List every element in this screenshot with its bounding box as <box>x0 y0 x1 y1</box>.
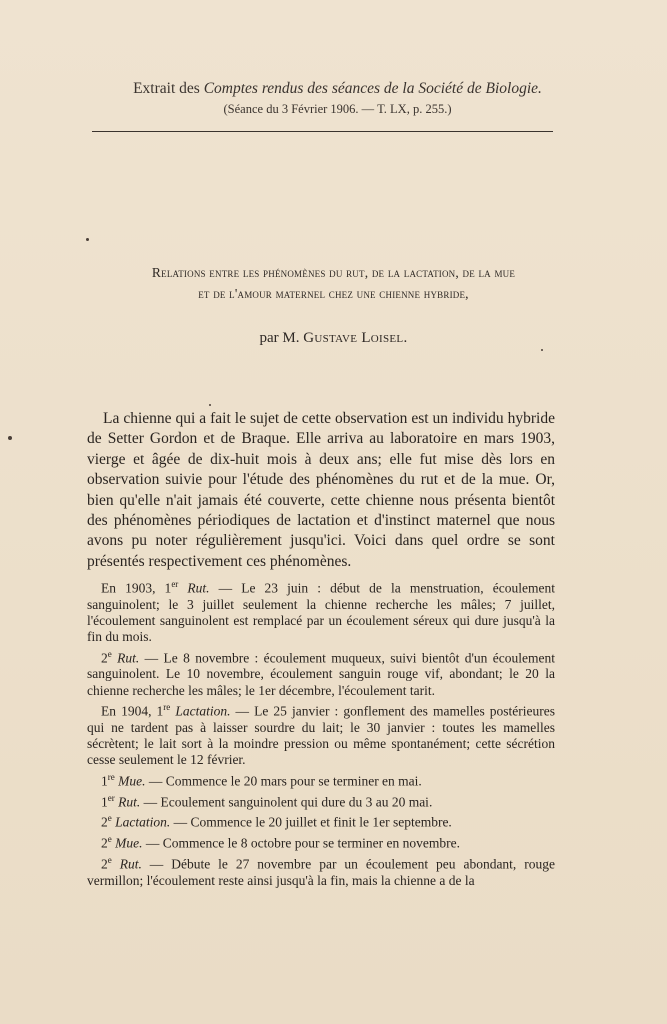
entry-text: — Commence le 8 octobre pour se terminer en novembre. <box>142 835 461 851</box>
observation-entry <box>87 646 555 699</box>
author-prefix: par M. <box>259 330 304 346</box>
title-line-2: et de l'amour maternel chez une chienne hybride, <box>198 286 469 301</box>
observation-entry <box>87 699 555 769</box>
entry-prefix: 2 <box>101 856 108 872</box>
entry-label: Mue. <box>114 773 146 789</box>
observation-entry <box>87 790 555 811</box>
entry-text: — Ecoulement sanguinolent qui dure du 3 au 20 mai. <box>140 794 433 810</box>
header-divider <box>92 131 553 132</box>
author-byline <box>0 330 667 347</box>
entry-prefix: En 1904, 1 <box>101 703 164 719</box>
entry-text: — Débute le 27 novembre par un écoulement peu abondant, rouge vermillon; l'écoulement reste ainsi jusqu'à la fin, mais la chienne a de la <box>87 856 555 888</box>
entry-ordinal-suffix: e <box>107 834 112 845</box>
entry-label: Rut. <box>114 794 141 810</box>
source-prefix: Extrait des <box>133 80 204 97</box>
entry-ordinal-suffix: e <box>107 813 112 824</box>
entry-text: — Commence le 20 mars pour se terminer en mai. <box>145 773 422 789</box>
paper-speck <box>541 349 543 351</box>
entry-ordinal-suffix: er <box>171 579 179 589</box>
entry-text: — Le 25 janvier : gonflement des mamelles postérieures qui ne tardent pas à laisser sourdre du lait; le 30 janvier : toutes les mamelles sécrètent; le lait sort à la moindre pression ou même spontanément; cette sécrétion cesse seulement le 12 février. <box>87 703 555 768</box>
entry-prefix: 2 <box>101 835 108 851</box>
title-line-1: Relations entre les phénomènes du rut, de la lactation, de la mue <box>151 265 516 280</box>
author-name: Gustave Loisel. <box>303 330 408 346</box>
observation-entry <box>87 831 555 852</box>
entry-text: — Le 23 juin : début de la menstruation, écoulement sanguinolent; le 3 juillet seulement la chienne recherche les mâles; 7 juillet, l'écoulement sanguinolent est remplacé par un écoulement séreux qui dure jusqu'à la fin du mois. <box>87 580 555 645</box>
intro-paragraph <box>87 409 555 572</box>
entry-label: Rut. <box>178 580 210 596</box>
entry-label: Rut. <box>111 650 140 666</box>
journal-source-line <box>8 79 667 99</box>
observation-log <box>87 576 555 889</box>
entry-label: Rut. <box>111 856 142 872</box>
session-reference: (Séance du 3 Février 1906. — T. LX, p. 255.) <box>223 102 452 116</box>
entry-prefix: 2 <box>101 650 108 666</box>
entry-label: Lactation. <box>170 703 231 719</box>
entry-label: Lactation. <box>111 814 171 830</box>
entry-text: — Commence le 20 juillet et finit le 1er septembre. <box>170 814 452 830</box>
entry-prefix: 1 <box>101 794 108 810</box>
observation-entry <box>87 769 555 790</box>
entry-ordinal-suffix: e <box>107 854 112 865</box>
entry-prefix: En 1903, 1 <box>101 580 172 596</box>
entry-prefix: 2 <box>101 814 108 830</box>
entry-ordinal-suffix: re <box>163 702 171 713</box>
journal-name: Comptes rendus des séances de la Société de Biologie. <box>203 80 542 97</box>
entry-ordinal-suffix: re <box>107 771 115 782</box>
entry-ordinal-suffix: e <box>107 648 112 659</box>
entry-label: Mue. <box>111 835 143 851</box>
observation-entry <box>87 852 555 889</box>
observation-entry <box>87 576 555 646</box>
paper-speck <box>86 238 89 241</box>
paper-speck <box>209 404 211 406</box>
journal-header <box>0 79 667 119</box>
entry-prefix: 1 <box>101 773 108 789</box>
entry-text: — Le 8 novembre : écoulement muqueux, suivi bientôt d'un écoulement sanguinolent. Le 10 novembre, écoulement sanguin rouge vif, abondant; le 20 la chienne recherche les mâles; le 1er décembre, l'écoulement tarit. <box>87 650 555 698</box>
paper-speck <box>8 436 12 440</box>
entry-ordinal-suffix: er <box>107 792 115 803</box>
article-title <box>60 262 607 304</box>
intro-text: La chienne qui a fait le sujet de cette observation est un individu hybride de Setter Gordon et de Braque. Elle arriva au laboratoire en mars 1903, vierge et âgée de dix-huit mois à deux ans; elle fut mise dès lors en observation suivie pour l'étude des phénomènes du rut et de la mue. Or, bien qu'elle n'ait jamais été couverte, cette chienne nous présenta bientôt des phénomènes périodiques de lactation et d'instinct maternel que nous avons pu noter régulièrement jusqu'ici. Voici dans quel ordre se sont présentés respectivement ces phénomènes. <box>87 410 555 570</box>
observation-entry <box>87 810 555 831</box>
